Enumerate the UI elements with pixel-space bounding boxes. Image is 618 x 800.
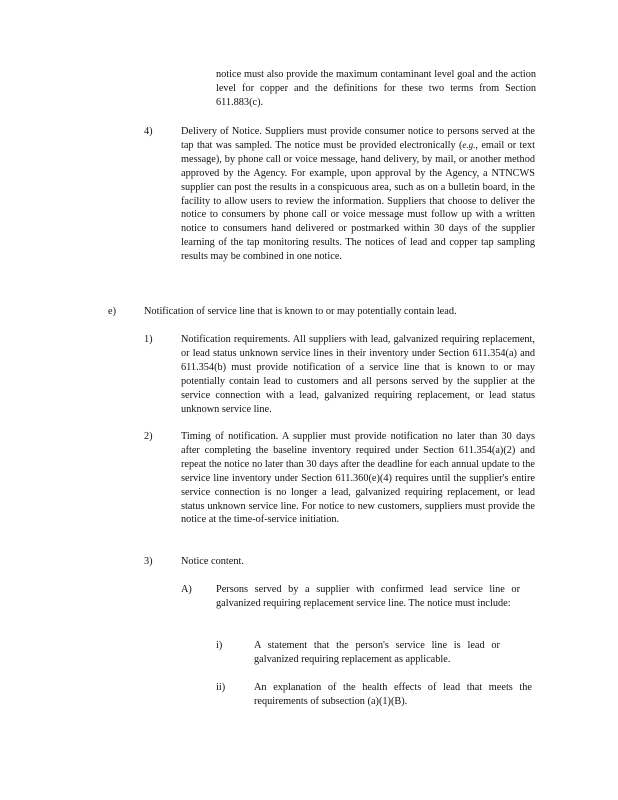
paragraph-statement: A statement that the person's service line is lead or galvanized requiring replacement as applicable. bbox=[254, 640, 500, 665]
paragraph-timing-of-notification: Timing of notification. A supplier must provide notification no later than 30 days after completing the baseline inventory required under Section 611.354(a)(2) and repeat the notice no later than 30 days after the deadline for each annual update to the service line inventory under Section 611.360(e)(4) requires until the supplier's entire service connection is no longer a lead, galvanized requiring replacement, or lead status unknown service line. For notice to new customers, suppliers must provide the notice at the time-of-service initiation. bbox=[181, 431, 535, 526]
item-label-e: e) bbox=[108, 306, 116, 317]
item-label-A: A) bbox=[181, 584, 192, 595]
item-label-e2: 2) bbox=[144, 431, 153, 442]
paragraph-continuation: notice must also provide the maximum contaminant level goal and the action level for copper and the definitions for these two terms from Section 611.883(c). bbox=[216, 69, 536, 108]
section-heading-notification: Notification of service line that is known to or may potentially contain lead. bbox=[144, 306, 457, 317]
item-label-e3: 3) bbox=[144, 556, 153, 567]
paragraph-delivery-of-notice: Delivery of Notice. Suppliers must provide consumer notice to persons served at the tap that was sampled. The notice must be provided electronically (e.g., email or text message), by phone call or voice message, hand delivery, by mail, or another method approved by the Agency. For example, upon approval by the Agency, a NTNCWS supplier can post the results in a conspicuous area, such as on a bulletin board, in the facility to allow users to review the information. Suppliers that choose to deliver the notice to consumers by phone call or voice message must follow up with a written notice to consumers hand delivered or postmarked within 30 days of the supplier learning of the tap monitoring results. The notices of lead and copper tap sampling results may be combined in one notice. bbox=[181, 126, 535, 263]
paragraph-notice-content: Notice content. bbox=[181, 556, 244, 567]
item-label-i: i) bbox=[216, 640, 223, 651]
paragraph-persons-served: Persons served by a supplier with confirmed lead service line or galvanized requiring replacement service line. The notice must include: bbox=[216, 584, 520, 609]
paragraph-notification-requirements: Notification requirements. All suppliers with lead, galvanized requiring replacement, or lead status unknown service lines in their inventory under Section 611.354(a) and 611.354(b) must provide notification of a service line that is known to or may potentially contain lead to customers and all persons served by the supplier at the service connection with a lead, galvanized requiring replacement, or lead status unknown service line. bbox=[181, 334, 535, 415]
paragraph-explanation: An explanation of the health effects of lead that meets the requirements of subsection (a)(1)(B). bbox=[254, 682, 532, 707]
item-label-e1: 1) bbox=[144, 334, 153, 345]
item-label-ii: ii) bbox=[216, 682, 226, 693]
item-label-4: 4) bbox=[144, 126, 153, 137]
